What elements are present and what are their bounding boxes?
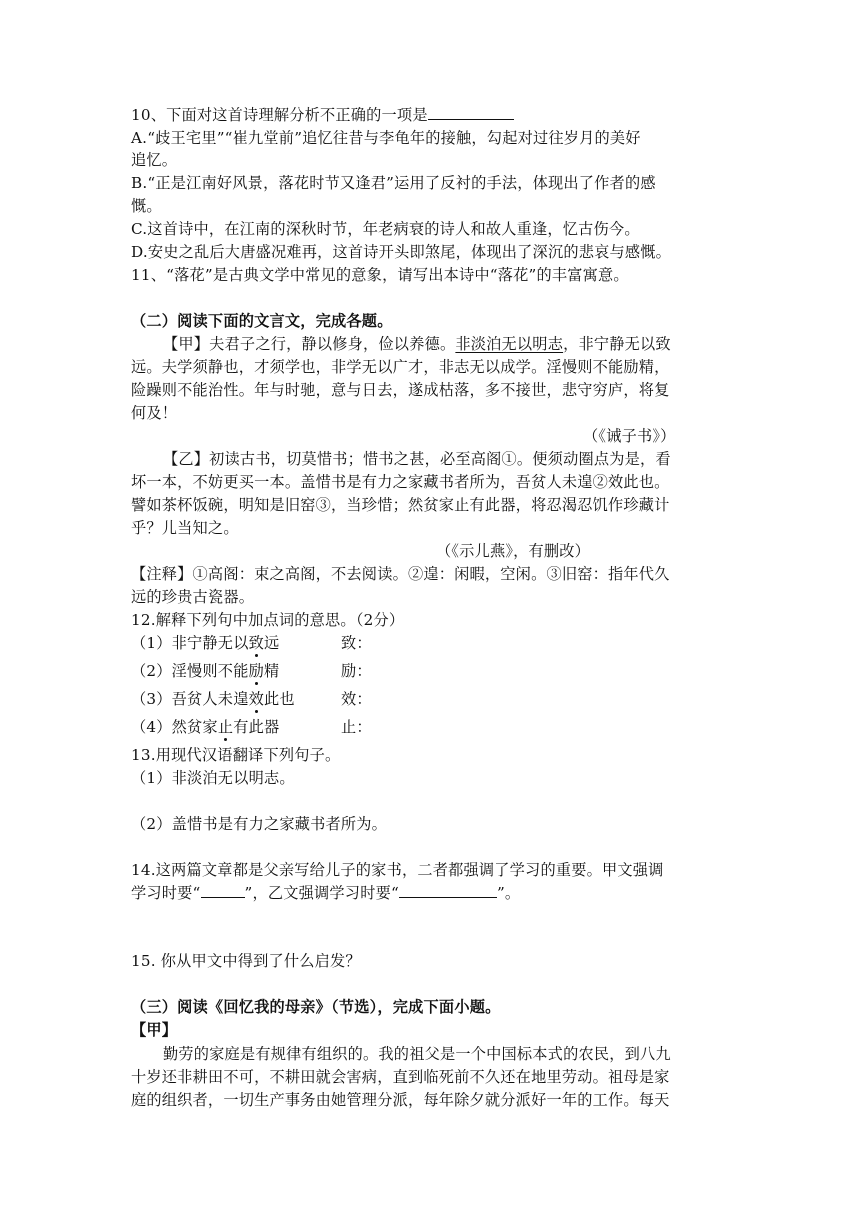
q12-item: （1）非宁静无以致远 bbox=[131, 634, 280, 652]
q12-item: （2）淫慢则不能励精 bbox=[131, 662, 280, 680]
passage-line: 勤劳的家庭是有规律有组织的。我的祖父是一个中国标本式的农民，到八九 bbox=[163, 1045, 671, 1063]
annotation-note-cont: 远的珍贵古瓷器。 bbox=[131, 588, 255, 606]
q12-answer-slot[interactable]: 效： bbox=[341, 690, 372, 708]
passage-yi-line: 譬如茶杯饭碗，明知是旧窑③，当珍惜；然贫家止有此器，将忍渴忍饥作珍藏计 bbox=[131, 496, 670, 514]
annotation-note: 【注释】①高阁：束之高阁，不去阅读。②遑：闲暇，空闲。③旧窑：指年代久 bbox=[131, 565, 670, 583]
q13-sentence-2: （2）盖惜书是有力之家藏书者所为。 bbox=[131, 815, 388, 833]
passage-yi-source: （《示儿燕》，有删改） bbox=[436, 542, 591, 560]
q12-item: （4）然贫家止有此器 bbox=[131, 718, 280, 736]
q13-sentence-1: （1）非淡泊无以明志。 bbox=[131, 769, 295, 787]
passage-jia-line: 险躁则不能治性。年与时驰，意与日去，遂成枯落，多不接世，悲守穷庐，将复 bbox=[131, 381, 670, 399]
q12-answer-slot[interactable]: 止： bbox=[341, 718, 372, 736]
q13-stem: 13.用现代汉语翻译下列句子。 bbox=[131, 746, 341, 764]
q12-answer-slot[interactable]: 励： bbox=[341, 662, 372, 680]
dotted-word: 效 bbox=[248, 690, 264, 708]
passage-jia-line: 【甲】夫君子之行，静以修身，俭以养德。非淡泊无以明志，非宁静无以致 bbox=[163, 335, 671, 353]
q12-answer-slot[interactable]: 致： bbox=[341, 634, 372, 652]
passage-yi-line: 乎？儿当知之。 bbox=[131, 519, 239, 537]
q12-item: （3）吾贫人未遑效此也 bbox=[131, 690, 295, 708]
q10-option-b: B.“正是江南好风景，落花时节又逢君”运用了反衬的手法，体现出了作者的感 bbox=[131, 174, 656, 192]
passage-line: 十岁还非耕田不可，不耕田就会害病，直到临死前不久还在地里劳动。祖母是家 bbox=[131, 1068, 670, 1086]
passage-jia-line: 远。夫学须静也，才须学也，非学无以广才，非志无以成学。淫慢则不能励精， bbox=[131, 358, 670, 376]
q15-stem: 15. 你从甲文中得到了什么启发？ bbox=[131, 952, 361, 970]
section-3-heading: （三）阅读《回忆我的母亲》（节选），完成下面小题。 bbox=[131, 998, 501, 1016]
passage-jia-line: 何及！ bbox=[131, 404, 178, 422]
passage-jia-source: （《诫子书》） bbox=[583, 427, 676, 445]
passage-label: 【甲】 bbox=[131, 1021, 178, 1039]
q10-stem: 10、下面对这首诗理解分析不正确的一项是 bbox=[131, 104, 514, 126]
answer-blank[interactable] bbox=[201, 883, 245, 898]
dotted-word: 励 bbox=[248, 662, 264, 680]
q11-stem: 11、“落花”是古典文学中常见的意象，请写出本诗中“落花”的丰富寓意。 bbox=[131, 266, 629, 284]
q10-option-d: D.安史之乱后大唐盛况难再，这首诗开头即煞尾，体现出了深沉的悲哀与感慨。 bbox=[131, 243, 672, 261]
dotted-word: 止 bbox=[217, 718, 234, 736]
section-2-heading: （二）阅读下面的文言文，完成各题。 bbox=[131, 312, 393, 330]
q10-option-a-cont: 追忆。 bbox=[131, 151, 178, 169]
passage-yi-line: 坏一本，不妨更买一本。盖惜书是有力之家藏书者所为，吾贫人未遑②效此也。 bbox=[131, 473, 670, 491]
passage-yi-line: 【乙】初读古书，切莫惜书；惜书之甚，必至高阁①。便须动圈点为是，看 bbox=[163, 450, 671, 468]
answer-blank[interactable] bbox=[428, 105, 514, 120]
q10-option-b-cont: 慨。 bbox=[131, 197, 162, 215]
passage-line: 庭的组织者，一切生产事务由她管理分派，每年除夕就分派好一年的工作。每天 bbox=[131, 1091, 670, 1109]
q10-option-a: A.“歧王宅里”“崔九堂前”追忆往昔与李龟年的接触，勾起对过往岁月的美好 bbox=[131, 129, 641, 147]
q14-stem: 14.这两篇文章都是父亲写给儿子的家书，二者都强调了学习的重要。甲文强调 bbox=[131, 861, 664, 879]
q10-option-c: C.这首诗中，在江南的深秋时节，年老病衰的诗人和故人重逢，忆古伤今。 bbox=[131, 220, 640, 238]
dotted-word: 致 bbox=[248, 634, 264, 652]
q14-stem-cont: 学习时要“ ”，乙文强调学习时要“ ”。 bbox=[131, 884, 521, 902]
answer-blank[interactable] bbox=[399, 883, 497, 898]
underlined-sentence: 非淡泊无以明志 bbox=[455, 335, 564, 353]
q12-stem: 12.解释下列句中加点词的意思。（2分） bbox=[131, 611, 405, 629]
